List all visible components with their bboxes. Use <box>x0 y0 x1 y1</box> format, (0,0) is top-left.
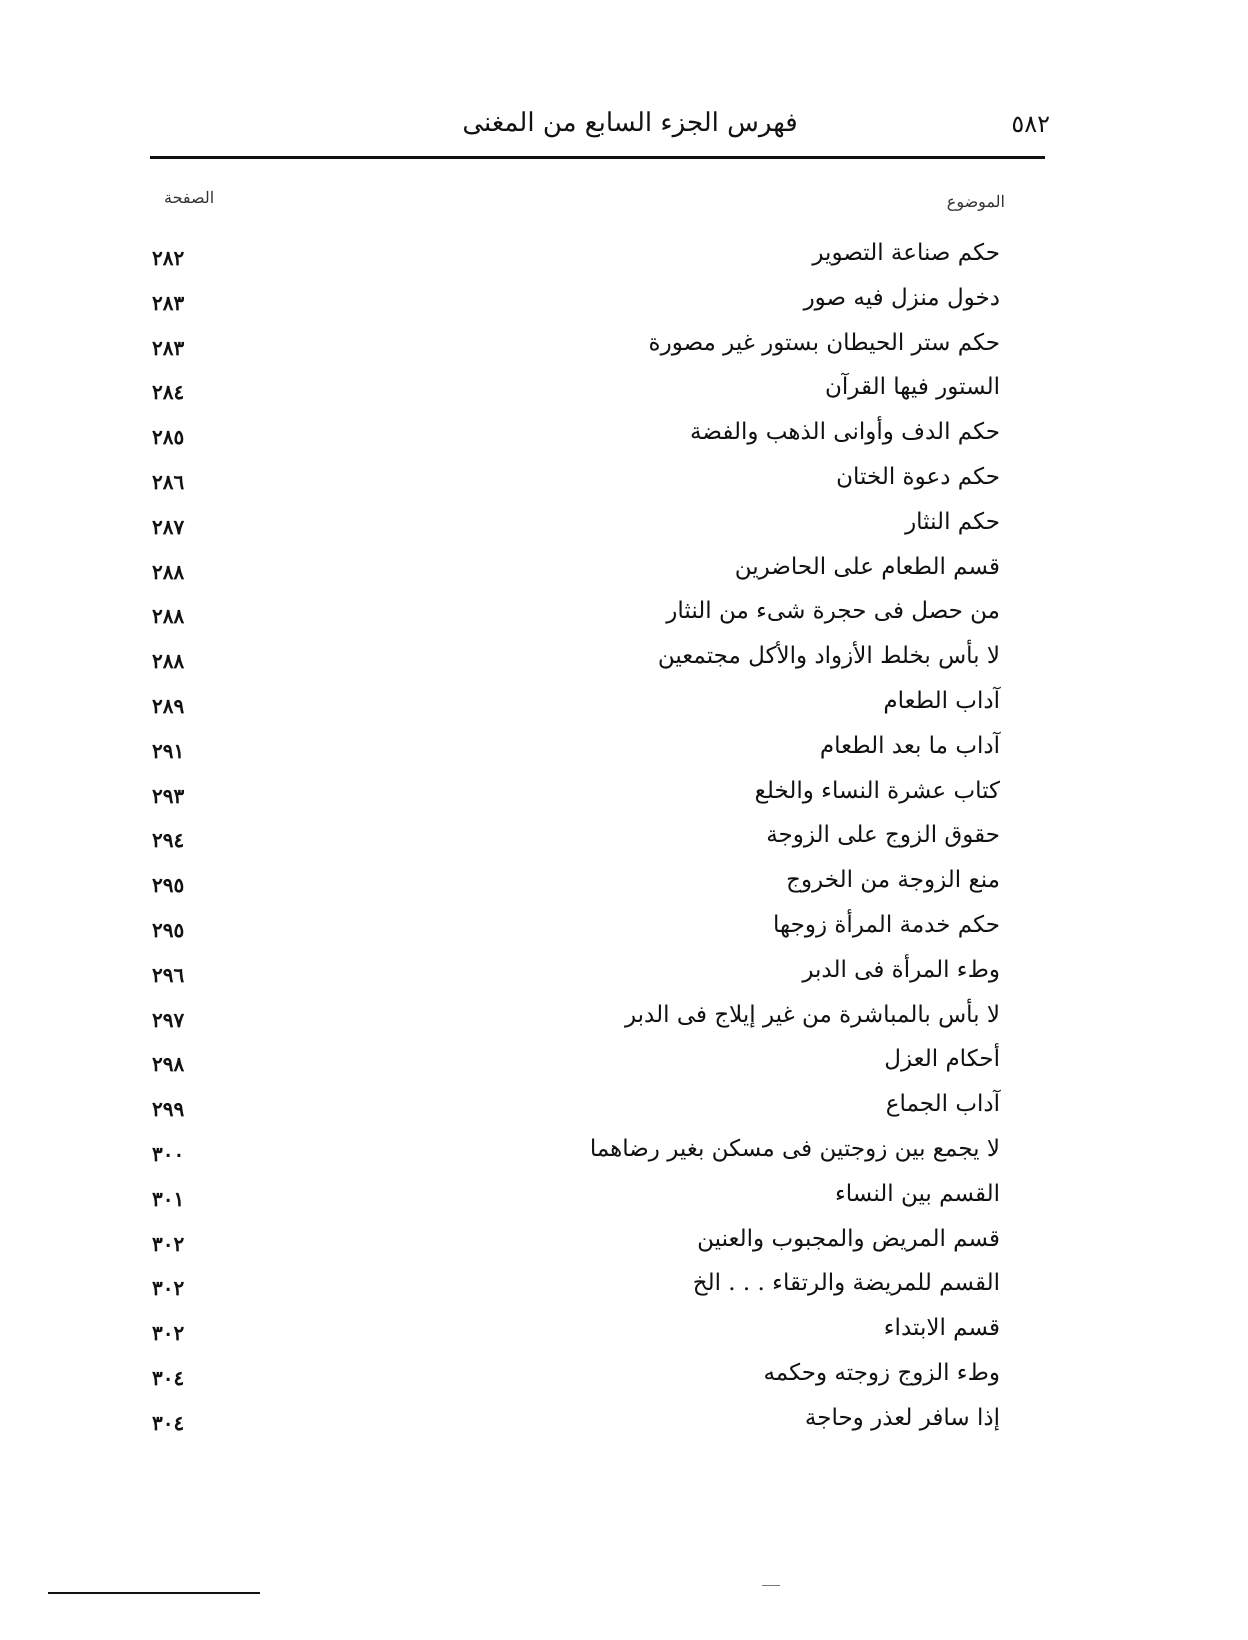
page-column-heading: الصفحة <box>164 188 215 207</box>
entry-topic: آداب الجماع <box>885 1091 1000 1118</box>
toc-entry <box>150 240 1000 285</box>
entry-page-number: ٢٩٨ <box>152 1052 185 1077</box>
entry-topic: آداب ما بعد الطعام <box>819 732 1000 759</box>
entry-topic: دخول منزل فيه صور <box>803 284 1000 311</box>
entry-topic: حكم النثار <box>905 508 1000 535</box>
toc-entry <box>150 464 1000 509</box>
entry-topic: وطء الزوج زوجته وحكمه <box>763 1359 1000 1386</box>
entry-topic: لا بأس بخلط الأزواد والأكل مجتمعين <box>657 643 1000 670</box>
header-rule <box>150 156 1045 159</box>
toc-entry <box>150 1270 1000 1315</box>
entry-page-number: ٢٩٥ <box>152 917 185 942</box>
toc-entry <box>150 778 1000 823</box>
toc-entry <box>150 822 1000 867</box>
entry-topic: لا يجمع بين زوجتين فى مسكن بغير رضاهما <box>589 1135 1000 1162</box>
toc-entry <box>150 509 1000 554</box>
toc-entry <box>150 733 1000 778</box>
footer-mark <box>762 1585 780 1586</box>
toc-entry <box>150 419 1000 464</box>
entry-page-number: ٢٩٩ <box>152 1097 185 1122</box>
entry-topic: قسم الابتداء <box>883 1315 1000 1342</box>
toc-list <box>150 240 1000 1450</box>
entry-page-number: ٣٠٢ <box>152 1231 185 1256</box>
entry-page-number: ٣٠٢ <box>152 1276 185 1301</box>
page-header <box>150 108 1050 148</box>
entry-page-number: ٢٨٨ <box>152 559 185 584</box>
entry-topic: وطء المرأة فى الدبر <box>802 956 1000 983</box>
entry-page-number: ٢٨٤ <box>152 380 185 405</box>
entry-page-number: ٢٨٧ <box>152 514 185 539</box>
entry-page-number: ٢٩٥ <box>152 873 185 898</box>
entry-topic: أحكام العزل <box>884 1046 1000 1073</box>
toc-entry <box>150 1360 1000 1405</box>
entry-page-number: ٣٠٤ <box>152 1410 185 1435</box>
entry-page-number: ٢٨٣ <box>152 335 185 360</box>
entry-topic: قسم المريض والمجبوب والعنين <box>697 1225 1000 1252</box>
entry-topic: حكم صناعة التصوير <box>812 240 1000 266</box>
toc-entry <box>150 1136 1000 1181</box>
toc-entry <box>150 330 1000 375</box>
entry-page-number: ٢٩١ <box>152 738 185 763</box>
entry-topic: حكم دعوة الختان <box>836 463 1000 490</box>
toc-entry <box>150 1226 1000 1271</box>
entry-page-number: ٢٨٦ <box>152 469 185 494</box>
entry-topic: القسم للمريضة والرتقاء . . . الخ <box>692 1270 1000 1297</box>
entry-page-number: ٢٨٨ <box>152 604 185 629</box>
running-title: فهرس الجزء السابع من المغنى <box>462 108 798 138</box>
entry-topic: من حصل فى حجرة شىء من النثار <box>666 598 1000 625</box>
toc-entry <box>150 912 1000 957</box>
toc-entry <box>150 554 1000 599</box>
entry-topic: حكم ستر الحيطان بستور غير مصورة <box>648 329 1000 356</box>
toc-entry <box>150 1002 1000 1047</box>
entry-page-number: ٣٠١ <box>152 1186 185 1211</box>
entry-page-number: ٣٠٠ <box>152 1141 185 1166</box>
entry-page-number: ٢٩٦ <box>152 962 185 987</box>
entry-page-number: ٢٨٨ <box>152 649 185 674</box>
toc-entry <box>150 1181 1000 1226</box>
entry-topic: كتاب عشرة النساء والخلع <box>754 777 1000 804</box>
entry-topic: الستور فيها القرآن <box>824 374 1000 401</box>
toc-entry <box>150 1315 1000 1360</box>
entry-topic: حكم خدمة المرأة زوجها <box>773 911 1000 938</box>
entry-topic: قسم الطعام على الحاضرين <box>734 553 1000 580</box>
entry-page-number: ٢٨٢ <box>152 246 185 270</box>
entry-topic: منع الزوجة من الخروج <box>786 867 1000 894</box>
entry-page-number: ٢٩٧ <box>152 1007 185 1032</box>
toc-entry <box>150 285 1000 330</box>
entry-topic: لا بأس بالمباشرة من غير إيلاج فى الدبر <box>624 1001 1000 1028</box>
entry-topic: القسم بين النساء <box>834 1180 1000 1207</box>
entry-page-number: ٢٩٣ <box>152 783 185 808</box>
toc-entry <box>150 688 1000 733</box>
toc-entry <box>150 1046 1000 1091</box>
toc-entry <box>150 867 1000 912</box>
entry-topic: حقوق الزوج على الزوجة <box>766 822 1000 849</box>
entry-topic: حكم الدف وأوانى الذهب والفضة <box>690 419 1000 446</box>
toc-entry <box>150 598 1000 643</box>
column-headings <box>150 188 1045 218</box>
entry-page-number: ٢٨٣ <box>152 290 185 315</box>
entry-page-number: ٢٨٥ <box>152 425 185 450</box>
page-number: ٥٨٢ <box>1011 110 1050 138</box>
entry-page-number: ٢٨٩ <box>152 693 185 718</box>
entry-page-number: ٣٠٢ <box>152 1321 185 1346</box>
toc-entry <box>150 957 1000 1002</box>
entry-page-number: ٢٩٤ <box>152 828 185 853</box>
topic-column-heading: الموضوع <box>946 192 1005 211</box>
toc-entry <box>150 1405 1000 1450</box>
toc-entry <box>150 1091 1000 1136</box>
entry-topic: إذا سافر لعذر وحاجة <box>804 1404 1000 1431</box>
toc-entry <box>150 643 1000 688</box>
toc-entry <box>150 374 1000 419</box>
entry-topic: آداب الطعام <box>883 687 1000 714</box>
footer-rule <box>48 1592 260 1594</box>
entry-page-number: ٣٠٤ <box>152 1365 185 1390</box>
